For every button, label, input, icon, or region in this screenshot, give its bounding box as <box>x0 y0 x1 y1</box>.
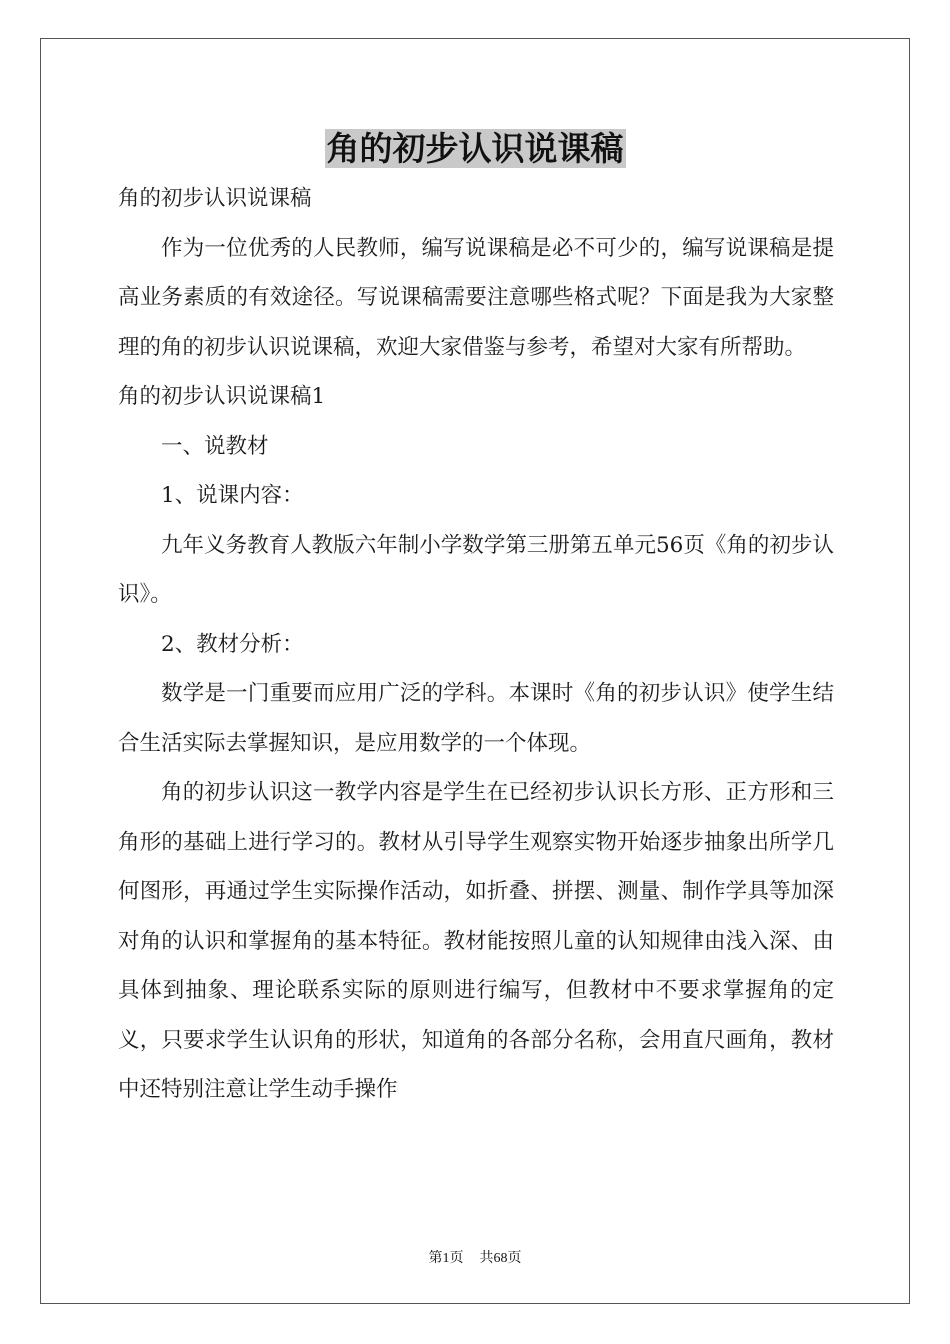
subheading-content: 1、说课内容： <box>161 483 304 508</box>
section-heading: 角的初步认识说课稿1 <box>118 384 326 409</box>
content-paragraph: 九年义务教育人教版六年制小学数学第三册第五单元56页《角的初步认识》。 <box>118 532 834 607</box>
intro-paragraph: 作为一位优秀的人民教师，编写说课稿是必不可少的，编写说课稿是提高业务素质的有效途径。写说课稿需要注意哪些格式呢？下面是我为大家整理的角的初步认识说课稿，欢迎大家借鉴与参考，希望对大家有所帮助。 <box>118 235 834 360</box>
subtitle-paragraph: 角的初步认识说课稿 <box>118 186 312 211</box>
subheading-textbook: 一、说教材 <box>161 433 269 459</box>
document-body <box>118 174 834 1115</box>
analysis-paragraph-2: 角的初步认识这一教学内容是学生在已经初步认识长方形、正方形和三角形的基础上进行学习的。教材从引导学生观察实物开始逐步抽象出所学几何图形，再通过学生实际操作活动，如折叠、拼摆、测量、制作学具等加深对角的认识和掌握角的基本特征。教材能按照儿童的认知规律由浅入深、由具体到抽象、理论联系实际的原则进行编写，但教材中不要求掌握角的定义，只要求学生认识角的形状，知道角的各部分名称，会用直尺画角，教材中还特别注意让学生动手操作 <box>118 780 834 1102</box>
analysis-paragraph-1: 数学是一门重要而应用广泛的学科。本课时《角的初步认识》使学生结合生活实际去掌握知识，是应用数学的一个体现。 <box>118 681 834 756</box>
subheading-analysis: 2、教材分析： <box>161 631 304 657</box>
page-title <box>0 124 950 174</box>
page-footer <box>0 1247 950 1267</box>
page-total: 共68页 <box>479 1251 522 1266</box>
page-title-text: 角的初步认识说课稿 <box>326 129 624 168</box>
page-number: 第1页 <box>428 1251 464 1266</box>
